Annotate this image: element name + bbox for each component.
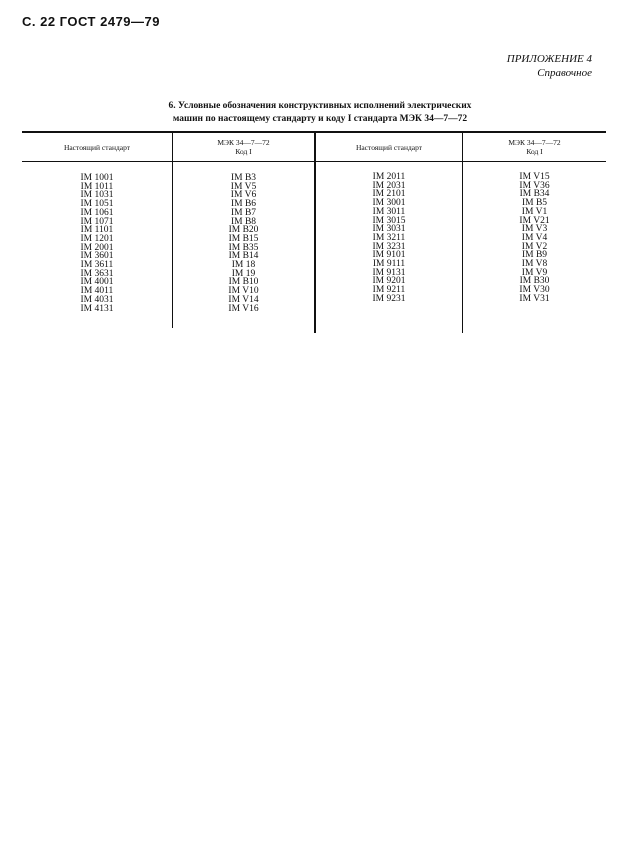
table-cell: IM B3 [230, 173, 257, 183]
header-iec-line: Код I [526, 147, 543, 156]
table-cell: IM 1071 [80, 216, 114, 227]
table-cell: IM 9211 [372, 285, 406, 296]
table-cell: IM B34 [519, 189, 550, 200]
table-title-line: машин по настоящему стандарту и коду I стандарта МЭК 34—7—72 [172, 114, 468, 124]
table-title-line: 6. Условные обозначения конструктивных исполнений электрических [168, 101, 472, 111]
table-cell: IM V30 [519, 285, 550, 296]
table-cell: IM 1101 [80, 225, 114, 236]
table-cell: IM 4001 [80, 277, 114, 288]
table-cell: IM 9111 [372, 259, 406, 270]
table-cell: IM 3231 [372, 241, 406, 252]
table-cell: IM V9 [521, 267, 548, 278]
header-iec-line: Код I [235, 147, 252, 156]
table-title [150, 100, 490, 126]
table-cell: IM 3031 [372, 224, 406, 235]
table-cell: IM 1001 [80, 173, 114, 183]
table-cell: IM B7 [230, 207, 257, 218]
table-cell: IM V2 [521, 241, 548, 252]
table-cell: IM V36 [519, 180, 550, 191]
header-iec-code [463, 134, 606, 160]
column-left-iec [173, 174, 314, 313]
table-cell: IM 3601 [80, 251, 114, 262]
table-cell: IM V16 [228, 303, 259, 314]
table-cell: IM 1011 [80, 181, 114, 192]
table-cell: IM B15 [228, 233, 259, 244]
header-iec-line: МЭК 34—7—72 [508, 138, 561, 147]
table-cell: IM 3611 [80, 260, 114, 271]
table-cell: IM 4131 [80, 303, 114, 314]
table-cell: IM 3015 [372, 215, 406, 226]
table-cell: IM 3011 [372, 206, 406, 217]
table-cell: IM 3001 [372, 198, 406, 209]
table-cell: IM B20 [228, 225, 259, 236]
table-cell: IM 2101 [372, 189, 406, 200]
table-cell: IM B5 [521, 198, 548, 209]
table-cell: IM V4 [521, 232, 548, 243]
table-cell: IM V5 [230, 181, 257, 192]
table-cell: IM 1061 [80, 207, 114, 218]
table-cell: IM 3631 [80, 268, 114, 279]
page-header: С. 22 ГОСТ 2479—79 [22, 14, 160, 29]
table-cell: IM 2031 [372, 180, 406, 191]
column-right-current [316, 173, 462, 304]
table-cell: IM 9131 [372, 267, 406, 278]
header-iec-code [173, 134, 314, 160]
table-cell: IM B30 [519, 276, 550, 287]
table-cell: IM V21 [519, 215, 550, 226]
table-cell: IM V10 [228, 286, 259, 297]
column-right-iec [463, 173, 606, 304]
table-cell: IM B35 [228, 242, 259, 253]
table-cell: IM 9101 [372, 250, 406, 261]
table-cell: IM 2001 [80, 242, 114, 253]
appendix-type: Справочное [537, 67, 592, 79]
appendix-label [507, 52, 592, 80]
header-current-standard: Настоящий стандарт [355, 142, 423, 152]
table-cell: IM 18 [231, 260, 256, 271]
table-cell: IM V8 [521, 259, 548, 270]
table-cell: IM B8 [230, 216, 257, 227]
header-iec-line: МЭК 34—7—72 [217, 138, 270, 147]
table-cell: IM B6 [230, 199, 257, 210]
table-cell: IM 1201 [80, 233, 114, 244]
table-cell: IM V15 [519, 172, 550, 182]
table-cell: IM V1 [521, 206, 548, 217]
table-cell: IM 1031 [80, 190, 114, 201]
table-cell: IM 9201 [372, 276, 406, 287]
header-current-standard: Настоящий стандарт [63, 142, 131, 152]
table-cell: IM 4011 [80, 286, 114, 297]
table-cell: IM B14 [228, 251, 259, 262]
table-cell: IM 9231 [372, 293, 406, 304]
table-cell: IM V14 [228, 294, 259, 305]
table-cell: IM V3 [521, 224, 548, 235]
table-cell: IM V31 [519, 293, 550, 304]
table-cell: IM 4031 [80, 294, 114, 305]
table-cell: IM B10 [228, 277, 259, 288]
table-cell: IM 3211 [372, 232, 406, 243]
table-cell: IM V6 [230, 190, 257, 201]
table-cell: IM B9 [521, 250, 548, 261]
table-cell: IM 2011 [372, 172, 406, 182]
column-left-current [22, 174, 172, 313]
appendix-number: ПРИЛОЖЕНИЕ 4 [506, 53, 592, 65]
table-cell: IM 19 [231, 268, 256, 279]
table-cell: IM 1051 [80, 199, 114, 210]
